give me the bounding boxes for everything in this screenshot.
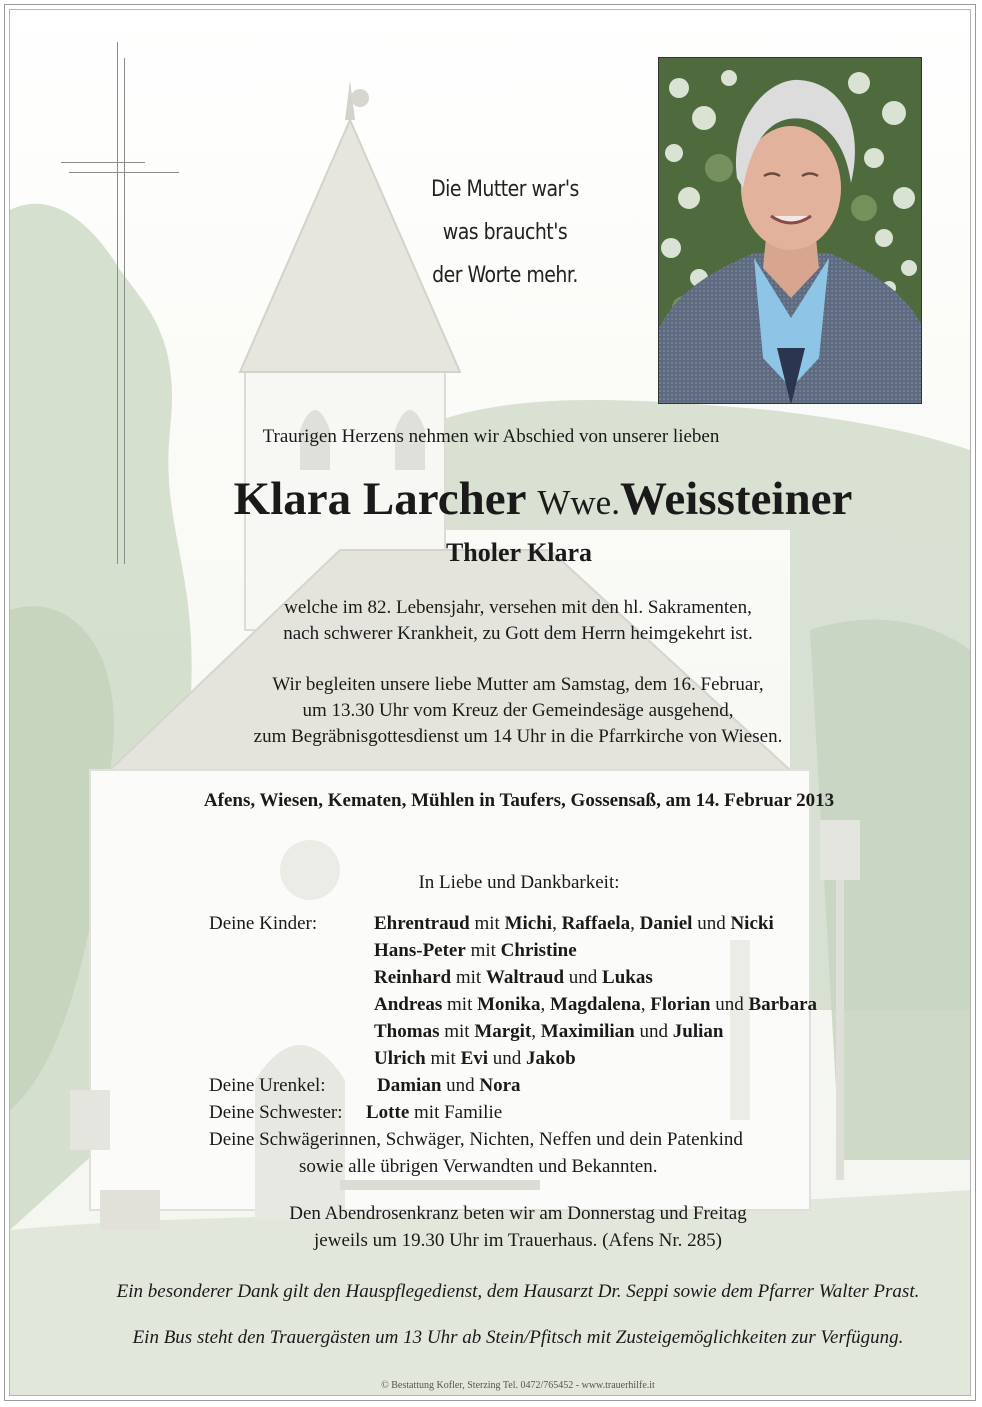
paragraph-line: nach schwerer Krankheit, zu Gott dem Herrn heimgekehrt ist. [283,623,753,644]
connector-text: , [531,1021,541,1042]
person-name: Maximilian [540,1021,635,1042]
person-name: Ulrich [374,1048,426,1069]
cross-horizontal-line [69,172,179,173]
in-love-heading: In Liebe und Dankbarkeit: [418,872,620,893]
connector-text: , [552,913,562,934]
connector-text: mit [469,913,505,934]
person-name: Barbara [748,994,818,1015]
schwester-label: Deine Schwester: [209,1102,343,1123]
deceased-nickname: Tholer Klara [445,538,593,567]
connector-text: und [488,1048,527,1069]
kinder-entry [374,910,774,937]
connector-text: mit [451,967,486,988]
kinder-entry [374,991,817,1018]
places-and-date: Afens, Wiesen, Kematen, Mühlen in Taufers, Gossensaß, am 14. Februar 2013 [203,790,835,811]
paragraph-line: um 13.30 Uhr vom Kreuz der Gemeindesäge ausgehend, [302,700,734,721]
paragraph-funeral [0,672,982,750]
verwandte-line: sowie alle übrigen Verwandten und Bekannten. [299,1156,658,1177]
intro-text: Traurigen Herzens nehmen wir Abschied von unserer lieben [262,426,720,447]
person-name: Damian [377,1075,442,1096]
urenkel-label: Deine Urenkel: [209,1075,326,1096]
connector-text: und [564,967,603,988]
quote [398,168,613,297]
connector-text: und [634,1021,673,1042]
person-name: Hans-Peter [374,940,466,961]
paragraph-line: zum Begräbnisgottesdienst um 14 Uhr in die Pfarrkirche von Wiesen. [253,726,783,747]
kinder-entry [374,1018,723,1045]
quote-line: Die Mutter war's [431,177,579,202]
connector-text: und [441,1075,480,1096]
kinder-entry [374,937,577,964]
person-name: Andreas [374,994,443,1015]
connector-text: mit [425,1048,461,1069]
quote-line: was braucht's [442,220,568,245]
name-widow-abbrev: Wwe. [537,483,620,522]
bus-note: Ein Bus steht den Trauergästen um 13 Uhr ab Stein/Pfitsch mit Zusteigemöglichkeiten zur Verfügung. [132,1327,904,1348]
person-name: Raffaela [561,913,631,934]
name-last: Weissteiner [619,473,853,525]
name-first: Klara Larcher [233,473,526,525]
quote-line: der Worte mehr. [432,263,578,288]
urenkel-entry [377,1072,521,1099]
footer-credit: © Bestattung Kofler, Sterzing Tel. 0472/765452 - www.trauerhilfe.it [381,1380,655,1391]
connector-text: mit [465,940,501,961]
kinder-label: Deine Kinder: [209,913,318,934]
person-name: Florian [650,994,711,1015]
connector-text: mit [442,994,478,1015]
rosary-line: Den Abendrosenkranz beten wir am Donnerstag und Freitag [289,1203,747,1224]
person-name: Christine [500,940,577,961]
connector-text: mit [439,1021,475,1042]
kinder-entry [374,964,653,991]
person-name: Thomas [374,1021,440,1042]
person-name: Waltraud [485,967,565,988]
person-name: Evi [460,1048,489,1069]
connector-text: , [640,994,651,1015]
paragraph-line: welche im 82. Lebensjahr, versehen mit den hl. Sakramenten, [284,597,752,618]
schwaeger-line: Deine Schwägerinnen, Schwäger, Nichten, Neffen und dein Patenkind [209,1129,743,1150]
person-name: Nicki [730,913,774,934]
connector-text: und [692,913,731,934]
schwester-entry [366,1099,502,1126]
portrait-photo [658,57,922,404]
kinder-entry [374,1045,576,1072]
paragraph-line: Wir begleiten unsere liebe Mutter am Samstag, dem 16. Februar, [272,674,764,695]
person-name: Nora [479,1075,521,1096]
person-name: Magdalena [549,994,641,1015]
person-name: Daniel [639,913,693,934]
person-name: Reinhard [374,967,452,988]
person-name: Monika [477,994,541,1015]
person-name: Lotte [366,1102,410,1123]
connector-text: und [710,994,749,1015]
person-name: Lukas [602,967,653,988]
person-name: Jakob [526,1048,576,1069]
person-name: Ehrentraud [374,913,470,934]
deceased-name [0,472,982,526]
rosary-note [0,1200,982,1254]
connector-text: mit Familie [409,1102,503,1123]
connector-text: , [540,994,550,1015]
person-name: Margit [474,1021,532,1042]
connector-text: , [630,913,640,934]
special-thanks: Ein besonderer Dank gilt den Hauspflegedienst, dem Hausarzt Dr. Seppi sowie dem Pfarrer Walter Prast. [116,1281,920,1302]
cross-horizontal-line [61,162,145,163]
person-name: Michi [504,913,553,934]
person-name: Julian [672,1021,724,1042]
rosary-line: jeweils um 19.30 Uhr im Trauerhaus. (Afens Nr. 285) [314,1230,722,1251]
paragraph-death [0,595,982,647]
